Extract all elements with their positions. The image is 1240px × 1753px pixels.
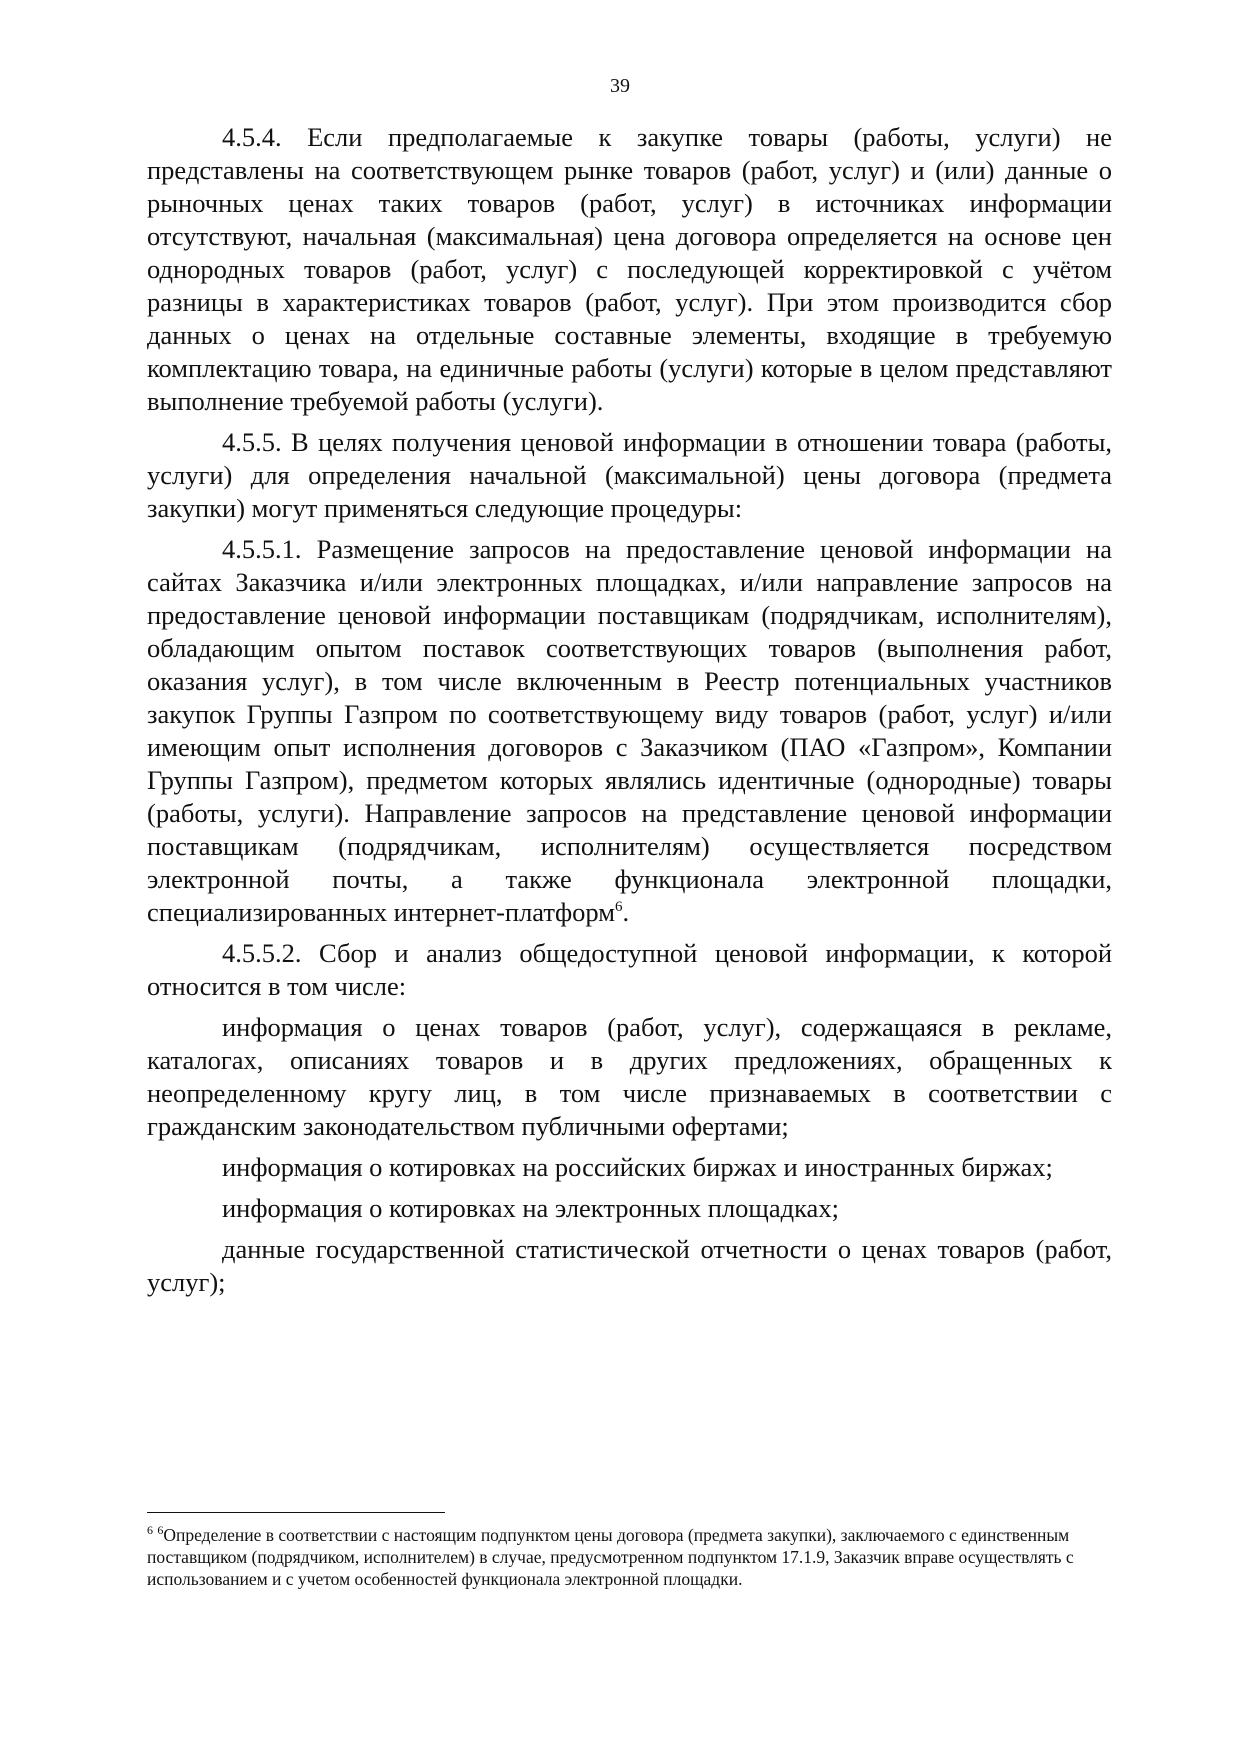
footnote-inner-marker: 6 xyxy=(157,1523,164,1538)
paragraph-4-5-4: 4.5.4. Если предполагаемые к закупке товары (работы, услуги) не представлены на соответствующем рынке товаров (работ, услуг) и (или) данные о рыночных ценах таких товаров (работ, услуг) в источниках информации отсутствуют, начальная (максимальная) цена договора определяется на основе цен однородных товаров (работ, услуг) с последующей корректировкой с учётом разницы в характеристиках товаров (работ, услуг). При этом производится сбор данных о ценах на отдельные составные элементы, входящие в требуемую комплектацию товара, на единичные работы (услуги) которые в целом представляют выполнение требуемой работы (услуги). xyxy=(147,122,1112,416)
footnote xyxy=(147,1524,1112,1590)
list-item-ads-catalogs: информация о ценах товаров (работ, услуг), содержащаяся в рекламе, каталогах, описаниях товаров и в других предложениях, обращенных к неопределенному кругу лиц, в том числе признаваемых в соответствии с гражданским законодательством публичными офертами; xyxy=(147,1012,1112,1141)
list-item-statistics: данные государственной статистической отчетности о ценах товаров (работ, услуг); xyxy=(147,1234,1112,1297)
list-item-eplatform-quotes: информация о котировках на электронных площадках; xyxy=(222,1193,839,1223)
document-body xyxy=(147,121,1112,1303)
list-item-exchange-quotes: информация о котировках на российских биржах и иностранных биржах; xyxy=(222,1152,1053,1182)
paragraph-4-5-5-2: 4.5.5.2. Сбор и анализ общедоступной ценовой информации, к которой относится в том числе: xyxy=(147,938,1112,1001)
page-number: 39 xyxy=(610,75,630,97)
footnote-marker: 6 xyxy=(147,1523,153,1538)
footnote-text: Определение в соответствии с настоящим подпунктом цены договора (предмета закупки), заключаемого с единственным поставщиком (подрядчиком, исполнителем) в случае, предусмотренном подпунктом 17.1.9, Заказчик вправе осуществлять с использованием и с учетом особенностей функционала электронной площадки. xyxy=(147,1525,1074,1589)
paragraph-4-5-5: 4.5.5. В целях получения ценовой информации в отношении товара (работы, услуги) для определения начальной (максимальной) цены договора (предмета закупки) могут применяться следующие процедуры: xyxy=(147,427,1112,523)
footnote-reference[interactable]: 6 xyxy=(615,899,623,916)
footnote-divider xyxy=(147,1512,445,1513)
paragraph-4-5-5-1-text: 4.5.5.1. Размещение запросов на предоставление ценовой информации на сайтах Заказчика и/или электронных площадках, и/или направление запросов на предоставление ценовой информации поставщикам (подрядчикам, исполнителям), обладающим опытом поставок соответствующих товаров (выполнения работ, оказания услуг), в том числе включенным в Реестр потенциальных участников закупок Группы Газпром по соответствующему виду товаров (работ, услуг) и/или имеющим опыт исполнения договоров с Заказчиком (ПАО «Газпром», Компании Группы Газпром), предметом которых являлись идентичные (однородные) товары (работы, услуги). Направление запросов на представление ценовой информации поставщикам (подрядчикам, исполнителям) осуществляется посредством электронной почты, а также функционала электронной площадки, специализированных интернет-платформ xyxy=(147,534,1112,927)
paragraph-4-5-5-1-tail: . xyxy=(622,897,630,927)
paragraph-4-5-5-1 xyxy=(147,533,1112,929)
